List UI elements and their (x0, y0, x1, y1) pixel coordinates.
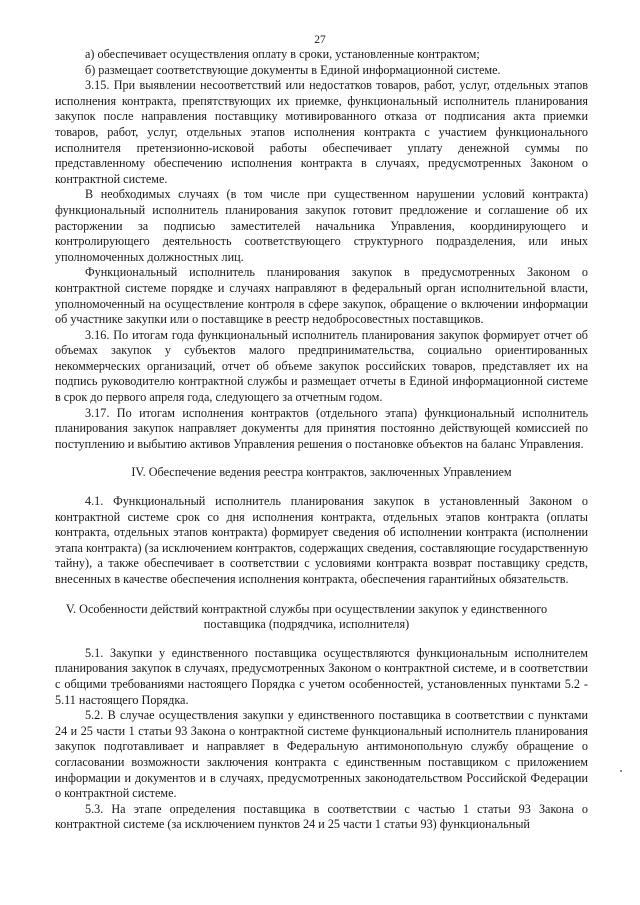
document-body (55, 47, 588, 833)
paragraph-a: а) обеспечивает осуществления оплату в сроки, установленные контрактом; (85, 47, 480, 61)
paragraph-registry: Функциональный исполнитель планирования закупок в предусмотренных Законом о контрактной системе порядке и случаях направляют в федеральный орган исполнительной власти, уполномоченный на осуществление контроля в сфере закупок, обращение о включении информации об участнике закупки или о поставщике в реестр недобросовестных поставщиков. (55, 265, 588, 327)
scan-speck (620, 770, 622, 772)
page-number: 27 (314, 34, 326, 46)
paragraph-5-3: 5.3. На этапе определения поставщика в соответствии с частью 1 статьи 93 Закона о контрактной системе (за исключением пунктов 24 и 25 части 1 статьи 93) функциональный (55, 801, 588, 832)
paragraph-3-15: 3.15. При выявлении несоответствий или недостатков товаров, работ, услуг, отдельных этапов исполнения контракта, препятствующих их приемке, функциональный исполнитель планирования закупок после направления поставщику мотивированного отказа от подписания акта приемки товаров, работ, услуг, отдельных этапов исполнения контракта с участием функционального исполнителя претензионно-исковой работы обеспечивает уплату денежной суммы по представленному обеспечению исполнения контракта в случаях, предусмотренных Законом о контрактной системе. (55, 78, 588, 186)
paragraph-3-17: 3.17. По итогам исполнения контрактов (отдельного этапа) функциональный исполнитель планирования закупок направляет документы для принятия постоянно действующей комиссией по поступлению и выбытию активов Управления решения о постановке объектов на баланс Управления. (55, 405, 588, 451)
paragraph-3-16: 3.16. По итогам года функциональный исполнитель планирования закупок формирует отчет об объемах закупок у субъектов малого предпринимательства, социально ориентированных некоммерческих организаций, отчет об объеме закупок российских товаров, представляет их на подпись руководителю контрактной службы и размещает отчеты в Единой информационной системе в срок до первого апреля года, следующего за отчетным годом. (55, 327, 588, 405)
paragraph-termination: В необходимых случаях (в том числе при существенном нарушении условий контракта) функциональный исполнитель планирования закупок готовит предложение и соглашение об их расторжении за подписью заместителей начальника Управления, координирующего и контролирующего деятельность соответствующего структурного подразделения, или иных уполномоченных должностных лиц. (55, 187, 588, 264)
paragraph-b: б) размещает соответствующие документы в Единой информационной системе. (85, 62, 501, 77)
paragraph-5-1: 5.1. Закупки у единственного поставщика осуществляются функциональным исполнителем планирования закупок в случаях, предусмотренных Законом о контрактной системе, и в соответствии с общими требованиями настоящего Порядка с учетом особенностей, установленных пунктами 5.2 - 5.11 настоящего Порядка. (55, 645, 588, 707)
section-5-heading (20, 602, 593, 633)
section-5-heading-line2: поставщика (подрядчика, исполнителя) (203, 617, 410, 632)
section-5-heading-line1: V. Особенности действий контрактной службы при осуществлении закупок у единственного (65, 601, 548, 616)
paragraph-4-1: 4.1. Функциональный исполнитель планирования закупок в установленный Законом о контрактной системе срок со дня исполнения контракта, отдельных этапов контракта (оплаты контракта, отдельных этапов контракта) формирует сведения об исполнении контракта (исполнении этапа контракта) (за исключением контрактов, содержащих сведения, составляющие государственную тайну), а также обеспечивает в соответствии с условиями контракта возврат поставщику средств, внесенных в качестве обеспечения исполнения контракта, обеспечения гарантийных обязательств. (55, 494, 588, 586)
paragraph-5-2: 5.2. В случае осуществления закупки у единственного поставщика в соответствии с пунктами 24 и 25 части 1 статьи 93 Закона о контрактной системе функциональный исполнитель планирования закупок подготавливает и направляет в Федеральную антимонопольную службу обращение о согласовании возможности заключения контракта с единственным поставщиком с приложением информации и документов и в случаях, предусмотренных законодательством Российской Федерации о контрактной системе. (55, 708, 588, 801)
section-4-heading: IV. Обеспечение ведения реестра контрактов, заключенных Управлением (131, 465, 512, 480)
